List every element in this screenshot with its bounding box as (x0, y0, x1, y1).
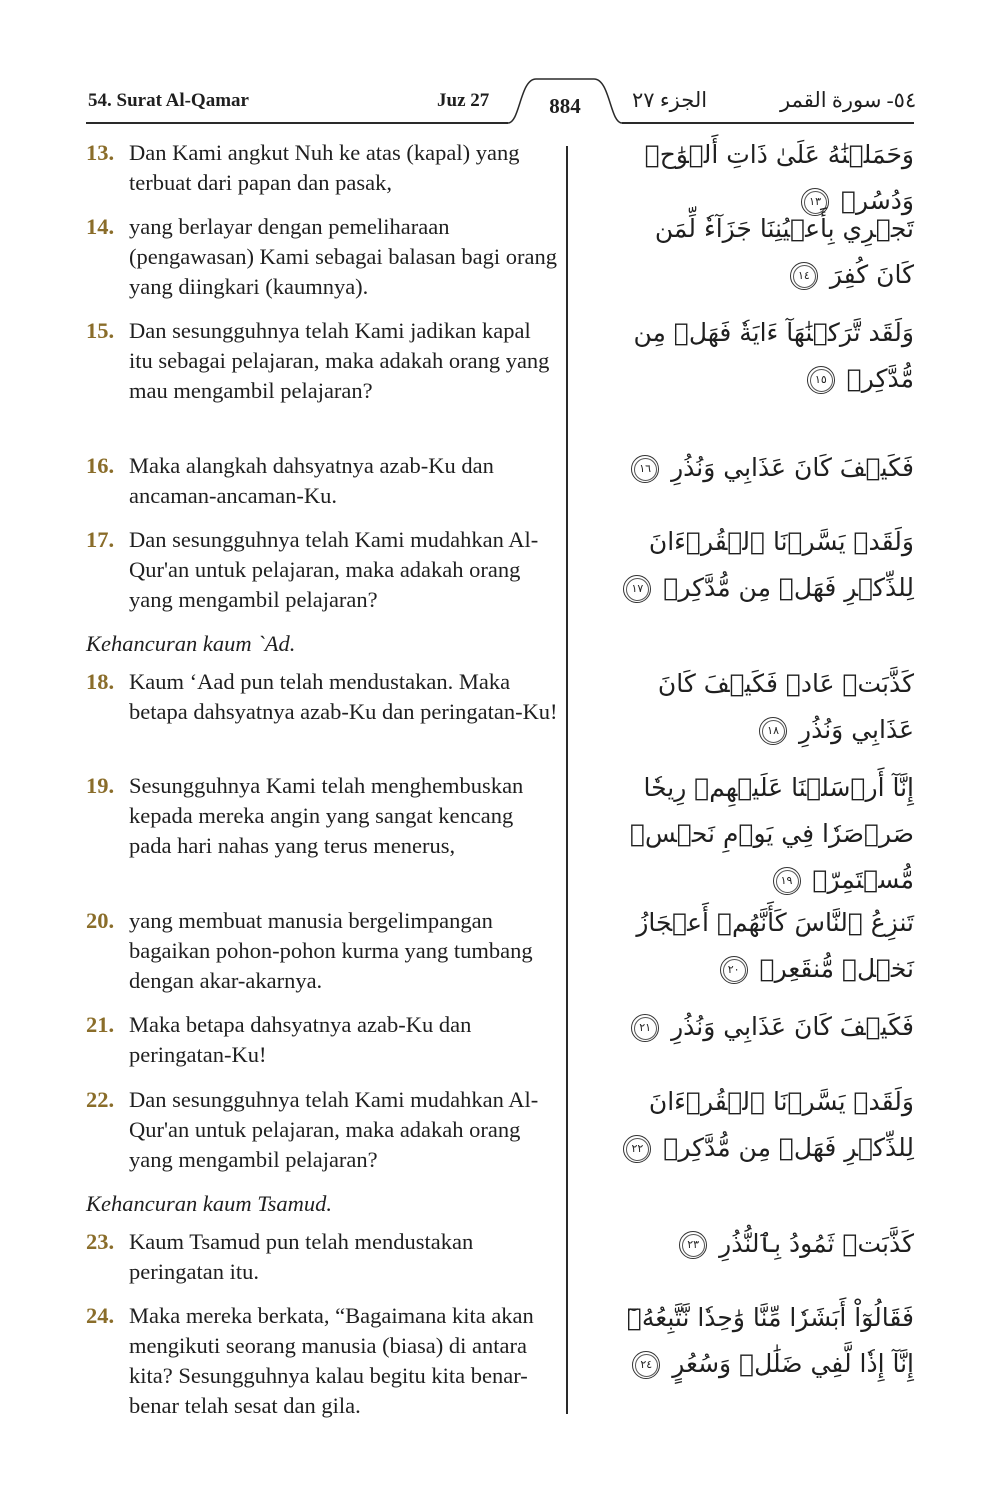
verse-22-arabic (614, 1079, 914, 1171)
verse-text: Kaum ‘Aad pun telah mendustakan. Maka betapa dahsyatnya azab-Ku dan peringatan-Ku! (129, 669, 558, 724)
ayah-marker-icon: ١٣ (801, 188, 829, 216)
arabic-text: إِنَّآ أَرۡسَلۡنَا عَلَيۡهِمۡ رِيحٗا صَرۡصَرٗا فِي يَوۡمِ نَحۡسٖ مُّسۡتَمِرّٖ (630, 773, 914, 894)
arabic-text: تَنزِعُ ٱلنَّاسَ كَأَنَّهُمۡ أَعۡجَازُ نَخۡلٖ مُّنقَعِرٖ (636, 908, 914, 983)
ayah-marker-icon: ١٨ (759, 717, 787, 745)
column-divider (566, 146, 568, 1414)
verse-23-translation (86, 1227, 560, 1287)
ayah-marker-icon: ١٤ (790, 262, 818, 290)
verse-text: Maka mereka berkata, “Bagaimana kita akan mengikuti seorang manusia (biasa) di antara kita? Sesungguhnya kalau begitu kita benar-benar telah sesat dan gila. (129, 1303, 534, 1418)
verse-text: Dan sesungguhnya telah Kami mudahkan Al-Qur'an untuk pelajaran, maka adakah orang yang mengambil pelajaran? (129, 1087, 539, 1172)
verse-number: 17. (86, 527, 115, 552)
ayah-marker-icon: ١٥ (807, 366, 835, 394)
verse-23-arabic (614, 1221, 914, 1267)
ayah-marker-icon: ٢٢ (623, 1135, 651, 1163)
verse-text: Maka alangkah dahsyatnya azab-Ku dan ancaman-ancaman-Ku. (129, 453, 494, 508)
juz-label: Juz 27 (437, 90, 490, 111)
arabic-text: تَجۡرِي بِأَعۡيُنِنَا جَزَآءٗ لِّمَن كَانَ كُفِرَ (654, 214, 914, 289)
verse-number: 24. (86, 1303, 115, 1328)
arabic-text: وَلَقَد تَّرَكۡنَٰهَآ ءَايَةٗ فَهَلۡ مِن مُّدَّكِرٖ (633, 318, 914, 393)
ayah-marker-icon: ٢١ (631, 1014, 659, 1042)
arabic-text: فَكَيۡفَ كَانَ عَذَابِي وَنُذُرِ (671, 453, 914, 482)
surah-title: 54. Surat Al-Qamar (88, 90, 249, 111)
verse-number: 21. (86, 1012, 115, 1037)
verse-number: 13. (86, 140, 115, 165)
verse-13-translation (86, 138, 560, 198)
verse-18-arabic (614, 661, 914, 753)
verse-text: Dan sesungguhnya telah Kami mudahkan Al-Qur'an untuk pelajaran, maka adakah orang yang mengambil pelajaran? (129, 527, 539, 612)
ayah-marker-icon: ١٦ (631, 455, 659, 483)
verse-text: Kaum Tsamud pun telah mendustakan peringatan itu. (129, 1229, 474, 1284)
verse-14-translation (86, 212, 560, 302)
verse-number: 22. (86, 1087, 115, 1112)
page-number: 884 (549, 94, 581, 118)
verse-number: 20. (86, 908, 115, 933)
arabic-text: وَلَقَدۡ يَسَّرۡنَا ٱلۡقُرۡءَانَ لِلذِّكۡرِ فَهَلۡ مِن مُّدَّكِرٖ (648, 527, 914, 602)
verse-text: Sesungguhnya Kami telah menghembuskan kepada mereka angin yang sangat kencang pada hari nahas yang terus menerus, (129, 773, 524, 858)
verse-number: 18. (86, 669, 115, 694)
arabic-text: فَكَيۡفَ كَانَ عَذَابِي وَنُذُرِ (671, 1012, 914, 1041)
verse-21-arabic (614, 1004, 914, 1050)
verse-18-translation (86, 667, 560, 727)
verse-20-arabic (614, 900, 914, 992)
verse-24-arabic (614, 1295, 914, 1387)
juz-label-arabic: الجزء ٢٧ (632, 88, 708, 112)
verse-number: 14. (86, 214, 115, 239)
verse-20-translation (86, 906, 560, 996)
verse-number: 19. (86, 773, 115, 798)
section-heading-tsamud: Kehancuran kaum Tsamud. (86, 1191, 333, 1216)
arabic-text: فَقَالُوٓاْ أَبَشَرٗا مِّنَّا وَٰحِدٗا نَّتَّبِعُهُۥٓ إِنَّآ إِذٗا لَّفِي ضَلَٰلٖ وَسُعُرٍ (626, 1303, 914, 1378)
arabic-text: كَذَّبَتۡ ثَمُودُ بِٱلنُّذُرِ (719, 1229, 914, 1258)
verse-17-arabic (614, 519, 914, 611)
header-rule-left (86, 122, 508, 124)
verse-text: Maka betapa dahsyatnya azab-Ku dan peringatan-Ku! (129, 1012, 472, 1067)
verse-22-translation (86, 1085, 560, 1175)
verse-15-arabic (614, 310, 914, 402)
verse-19-translation (86, 771, 560, 861)
arabic-text: وَلَقَدۡ يَسَّرۡنَا ٱلۡقُرۡءَانَ لِلذِّكۡرِ فَهَلۡ مِن مُّدَّكِرٖ (648, 1087, 914, 1162)
verse-number: 23. (86, 1229, 115, 1254)
verse-24-translation (86, 1301, 560, 1421)
verse-text: Dan sesungguhnya telah Kami jadikan kapal itu sebagai pelajaran, maka adakah orang yang mau mengambil pelajaran? (129, 318, 550, 403)
verse-16-arabic (614, 445, 914, 491)
ayah-marker-icon: ٢٠ (720, 956, 748, 984)
verse-text: Dan Kami angkut Nuh ke atas (kapal) yang terbuat dari papan dan pasak, (129, 140, 520, 195)
verse-14-arabic (614, 206, 914, 298)
verse-19-arabic (614, 765, 914, 903)
verse-17-translation (86, 525, 560, 615)
verse-21-translation (86, 1010, 560, 1070)
verse-15-translation (86, 316, 560, 406)
ayah-marker-icon: ٢٣ (679, 1231, 707, 1259)
verse-text: yang berlayar dengan pemeliharaan (pengawasan) Kami sebagai balasan bagi orang yang diingkari (kaumnya). (129, 214, 557, 299)
verse-text: yang membuat manusia bergelimpangan bagaikan pohon-pohon kurma yang tumbang dengan akar-akarnya. (129, 908, 533, 993)
arabic-text: كَذَّبَتۡ عَادٞ فَكَيۡفَ كَانَ عَذَابِي وَنُذُرِ (657, 669, 914, 744)
verse-number: 15. (86, 318, 115, 343)
verse-16-translation (86, 451, 560, 511)
verse-number: 16. (86, 453, 115, 478)
header-rule-right (622, 122, 914, 124)
surah-title-arabic: ٥٤- سورة القمر (780, 88, 917, 112)
ayah-marker-icon: ١٩ (773, 867, 801, 895)
section-heading-ad: Kehancuran kaum `Ad. (86, 631, 296, 656)
arabic-text: وَحَمَلۡنَٰهُ عَلَىٰ ذَاتِ أَلۡوَٰحٖ وَدُسُرٖ (644, 140, 914, 215)
ayah-marker-icon: ٢٤ (632, 1351, 660, 1379)
ayah-marker-icon: ١٧ (623, 575, 651, 603)
